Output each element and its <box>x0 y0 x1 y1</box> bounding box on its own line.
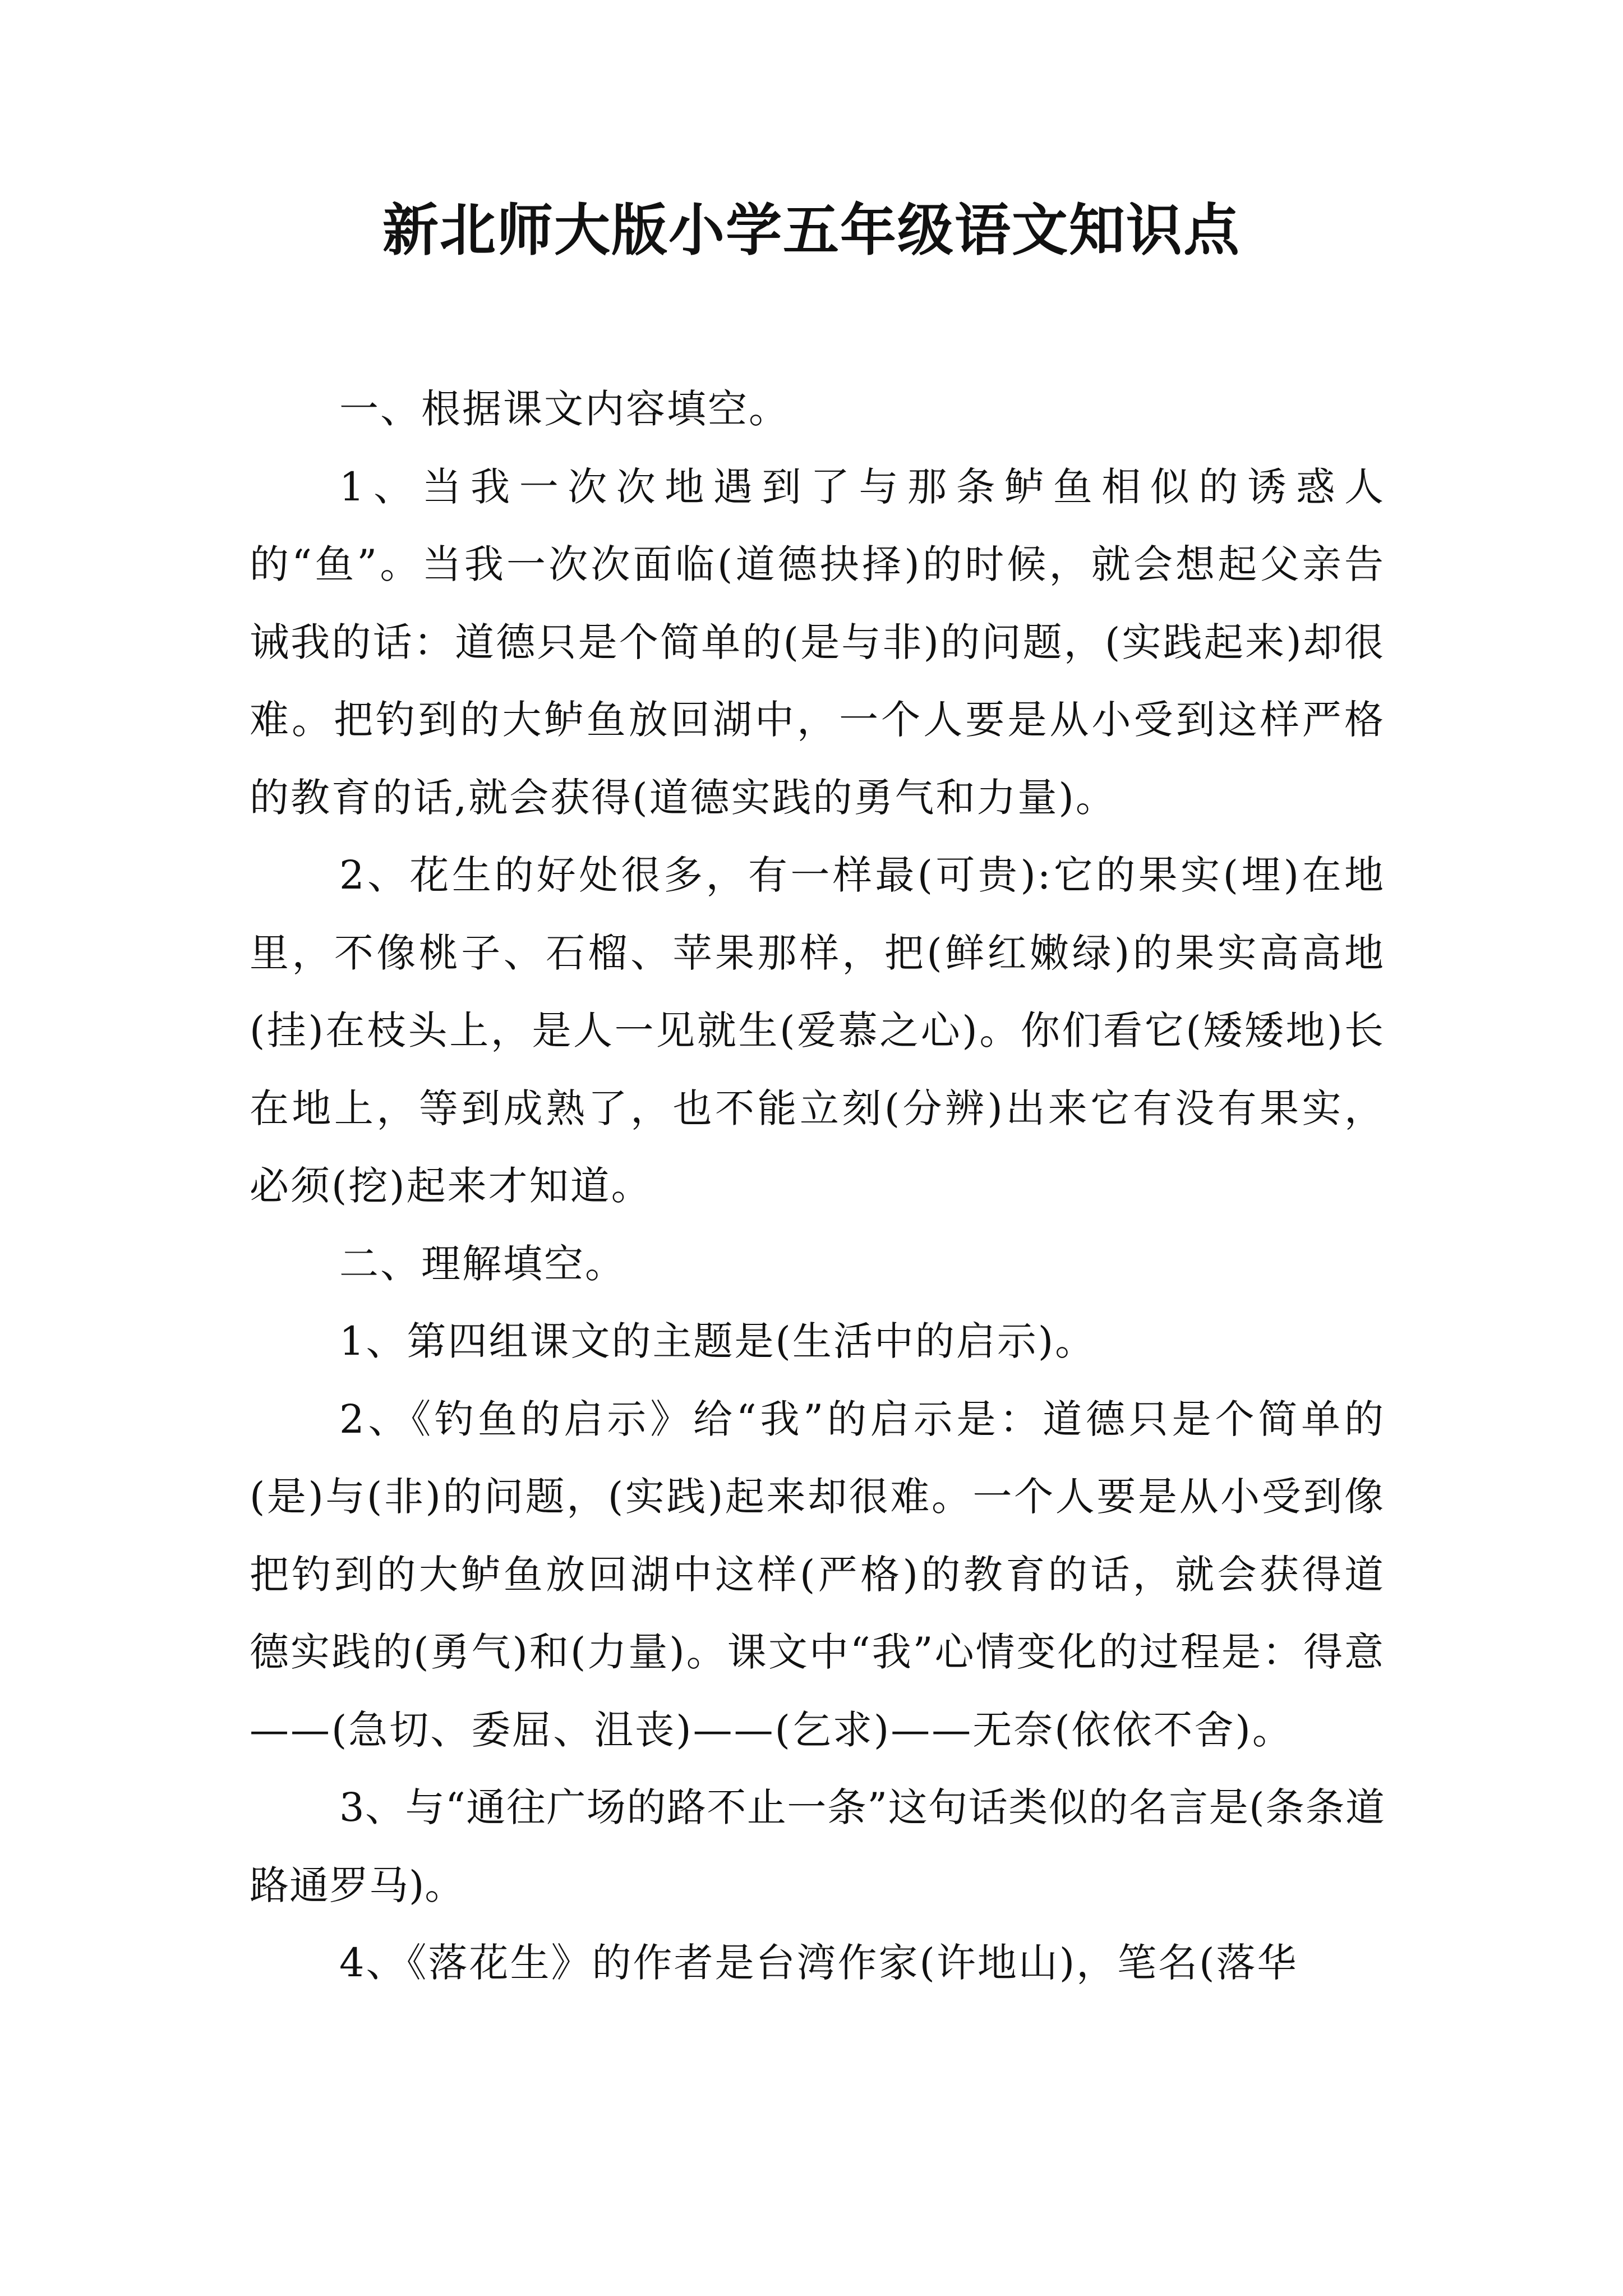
paragraph-2-4: 4、《落花生》的作者是台湾作家(许地山)，笔名(落华 <box>339 1940 1298 1986</box>
paragraph-2-1: 1、第四组课文的主题是(生活中的启示)。 <box>339 1318 1096 1364</box>
section-heading-1: 一、根据课文内容填空。 <box>339 386 790 432</box>
paragraph-1-2: 2、花生的好处很多，有一样最(可贵):它的果实(埋)在地里，不像桃子、石榴、苹果那样，把(鲜红嫩绿)的果实高高地(挂)在枝头上，是人一见就生(爱慕之心)。你们看它(矮矮地)长在地上，等到成熟了，也不能立刻(分辨)出来它有没有果实，必须(挖)起来才知道。 <box>250 852 1385 1209</box>
paragraph-2-3: 3、与“通往广场的路不止一条”这句话类似的名言是(条条道路通罗马)。 <box>250 1784 1385 1908</box>
paragraph-2-2: 2、《钓鱼的启示》给“我”的启示是：道德只是个简单的(是)与(非)的问题，(实践)起来却很难。一个人要是从小受到像把钓到的大鲈鱼放回湖中这样(严格)的教育的话，就会获得道德实践的(勇气)和(力量)。课文中“我”心情变化的过程是：得意——(急切、委屈、沮丧)——(乞求)——无奈(依依不舍)。 <box>250 1396 1385 1753</box>
section-heading-2: 二、理解填空。 <box>339 1240 626 1287</box>
paragraph-1-1: 1、当我一次次地遇到了与那条鲈鱼相似的诱惑人的“鱼”。当我一次次面临(道德抉择)的时候，就会想起父亲告诫我的话：道德只是个简单的(是与非)的问题，(实践起来)却很难。把钓到的大鲈鱼放回湖中，一个人要是从小受到这样严格的教育的话,就会获得(道德实践的勇气和力量)。 <box>250 463 1385 821</box>
document-body <box>250 370 1385 2002</box>
page-title: 新北师大版小学五年级语文知识点 <box>382 197 1241 263</box>
